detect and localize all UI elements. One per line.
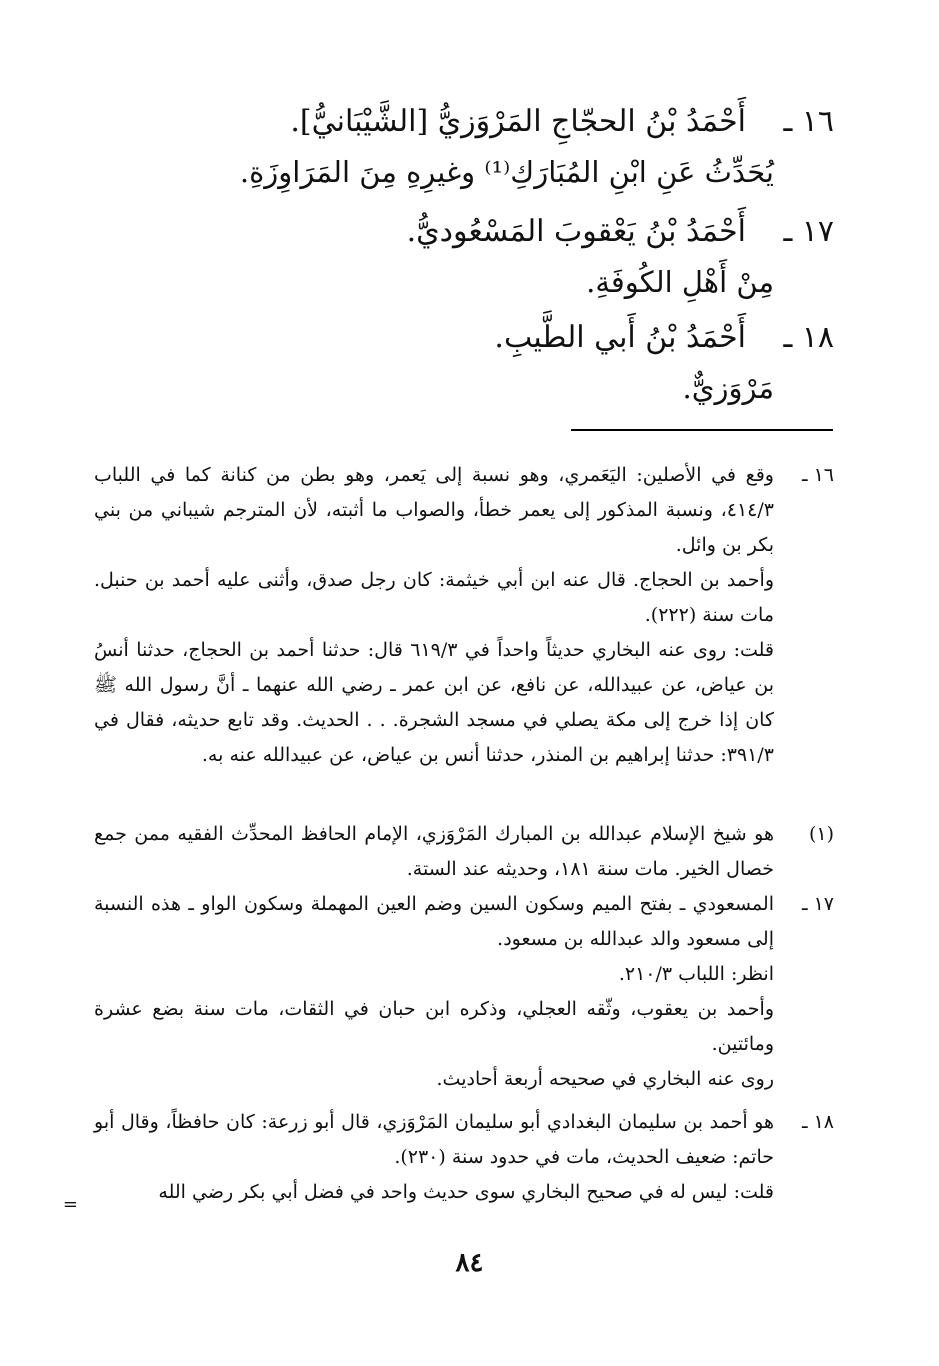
footnote-paragraph: قلت: ليس له في صحيح البخاري سوى حديث واحد في فضل أبي بكر رضي الله bbox=[158, 1181, 774, 1203]
footnote-number: (١) bbox=[808, 823, 834, 845]
entry-description: يُحَدِّثُ عَنِ ابْنِ المُبَارَكِ⁽¹⁾ وغيرِهِ مِنَ المَرَاوِزَةِ. bbox=[239, 155, 774, 189]
entry-title: أَحْمَدُ بْنُ الحجّاجِ المَرْوَزيُّ [الشَّيْبَانيُّ]. bbox=[290, 104, 746, 139]
footnote-paragraph: روى عنه البخاري في صحيحه أربعة أحاديث. bbox=[436, 1068, 774, 1090]
footnote-17 bbox=[94, 887, 834, 1097]
entry-title: أَحْمَدُ بْنُ يَعْقوبَ المَسْعُوديُّ. bbox=[406, 214, 746, 249]
footnote-number: ١٨ ـ bbox=[801, 1111, 834, 1133]
entry-number: ١٧ ـ bbox=[783, 214, 834, 249]
entry-number: ١٨ ـ bbox=[783, 320, 834, 355]
continuation-mark: = bbox=[62, 1194, 78, 1215]
footnote-paragraph: هو شيخ الإسلام عبدالله بن المبارك المَرْوَزي، الإمام الحافظ المحدِّث الفقيه ممن جمع خصال الخير. مات سنة ١٨١، وحديثه عند الستة. bbox=[94, 823, 774, 880]
footnote-paragraph: المسعودي ـ بفتح الميم وسكون السين وضم العين المهملة وسكون الواو ـ هذه النسبة إلى مسعود والد عبدالله بن مسعود. bbox=[94, 893, 774, 950]
footnote-paragraph: وقع في الأصلين: اليَعَمري، وهو نسبة إلى يَعمر، وهو بطن من كنانة كما في اللباب ٤١٤/٣، ونسبة المذكور إلى يعمر خطأ، والصواب ما أثبته، لأن المترجم شيباني من بني بكر بن وائل. bbox=[94, 464, 774, 556]
footnote-18 bbox=[94, 1105, 834, 1210]
footnote-16 bbox=[94, 458, 834, 773]
footnote-paragraph: قلت: روى عنه البخاري حديثاً واحداً في ٦١٩/٣ قال: حدثنا أحمد بن الحجاج، حدثنا أنسُ بن عياض، عن عبيدالله، عن نافع، عن ابن عمر ـ رضي الله عنهما ـ أنَّ رسول الله ﷺ كان إذا خرج إلى مكة يصلي في مسجد الشجرة. . . الحديث. وقد تابع حديثه، فقال في ٣٩١/٣: حدثنا إبراهيم بن المنذر، حدثنا أنس بن عياض، عن عبيدالله عنه به. bbox=[94, 639, 774, 766]
page-number: ٨٤ bbox=[455, 1248, 484, 1278]
entry-description: مَرْوَزيٌّ. bbox=[682, 371, 774, 405]
entry-description: مِنْ أَهْلِ الكُوفَةِ. bbox=[586, 265, 774, 299]
footnote-1 bbox=[94, 817, 834, 887]
footnote-separator bbox=[571, 429, 833, 431]
entry-title: أَحْمَدُ بْنُ أَبي الطَّيبِ. bbox=[494, 320, 746, 355]
footnote-number: ١٧ ـ bbox=[801, 893, 834, 915]
footnote-number: ١٦ ـ bbox=[801, 464, 834, 486]
footnote-paragraph: هو أحمد بن سليمان البغدادي أبو سليمان المَرْوَزي، قال أبو زرعة: كان حافظاً، وقال أبو حاتم: ضعيف الحديث، مات في حدود سنة (٢٣٠). bbox=[94, 1111, 774, 1168]
footnote-paragraph: وأحمد بن الحجاج. قال عنه ابن أبي خيثمة: كان رجل صدق، وأثنى عليه أحمد بن حنبل. مات سنة (٢٢٢). bbox=[94, 569, 774, 626]
footnote-paragraph: وأحمد بن يعقوب، وثّقه العجلي، وذكره ابن حبان في الثقات، مات سنة بضع عشرة ومائتين. bbox=[94, 998, 774, 1055]
entry-number: ١٦ ـ bbox=[783, 104, 834, 139]
footnote-paragraph: انظر: اللباب ٢١٠/٣. bbox=[618, 963, 774, 985]
